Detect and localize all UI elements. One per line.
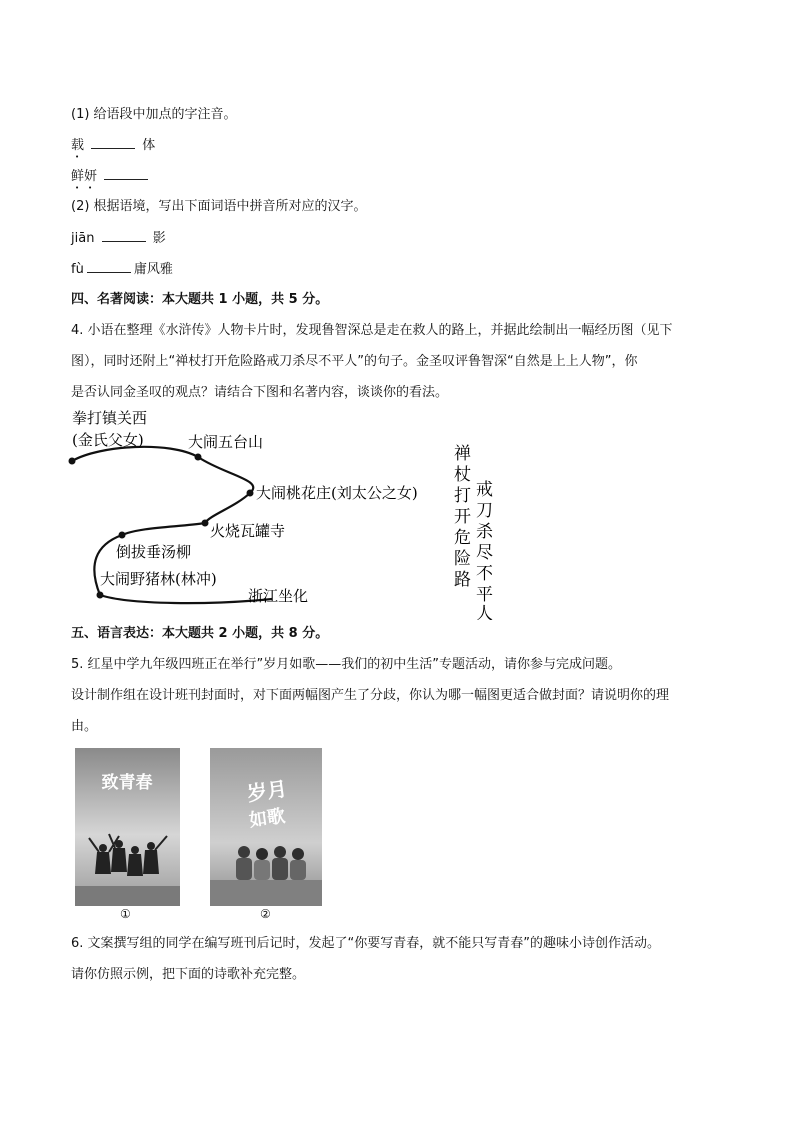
route-point <box>119 532 126 539</box>
couplet-char: 打 <box>454 486 471 506</box>
subquestion-1-item-2 <box>71 167 151 192</box>
question-5-line-3: 由。 <box>71 719 98 734</box>
couplet-char: 人 <box>476 604 493 620</box>
item-1-dotted-char: 载 <box>71 138 85 153</box>
lu-zhishen-route-diagram <box>60 405 510 620</box>
couplet-left <box>454 444 471 590</box>
question-4-line-1: 4. 小语在整理《水浒传》人物卡片时，发现鲁智深总是走在救人的路上，并据此绘制出一幅经历图（见下 <box>71 323 673 338</box>
subquestion-2-item-2 <box>71 260 173 279</box>
question-6-line-1: 6. 文案撰写组的同学在编写班刊后记时，发起了“你要写青春，就不能只写青春”的趣味小诗创作活动。 <box>71 936 661 951</box>
stop-label: (金氏父女) <box>72 431 144 449</box>
couplet-char: 平 <box>476 585 493 605</box>
cover-1-title: 致青春 <box>101 773 153 793</box>
route-point <box>195 454 202 461</box>
couplet-char: 危 <box>454 528 471 548</box>
cover-2-caption: ② <box>260 907 271 921</box>
cover-1-caption: ① <box>120 907 131 921</box>
item-1-suffix: 体 <box>142 138 156 153</box>
couplet-char: 不 <box>476 564 493 584</box>
subquestion-1-item-1 <box>71 136 155 161</box>
section-4-title: 四、名著阅读：本大题共 1 小题，共 5 分。 <box>71 292 329 307</box>
stop-label: 大闹五台山 <box>188 433 264 451</box>
cover-2-title-b: 如歌 <box>247 805 287 832</box>
couplet-char: 刀 <box>476 501 493 521</box>
subquestion-1-prompt: (1) 给语段中加点的字注音。 <box>71 107 237 122</box>
cover-2-title-a: 岁月 <box>245 776 289 806</box>
cover-image-2[interactable] <box>210 748 322 906</box>
couplet-char: 禅 <box>454 444 471 464</box>
section-5-title: 五、语言表达：本大题共 2 小题，共 8 分。 <box>71 626 329 641</box>
route-point <box>69 458 76 465</box>
subquestion-2-prompt: (2) 根据语境，写出下面词语中拼音所对应的汉字。 <box>71 199 367 214</box>
question-6-line-2: 请你仿照示例，把下面的诗歌补充完整。 <box>71 967 306 982</box>
route-point <box>247 490 254 497</box>
stop-label: 倒拔垂汤柳 <box>116 543 192 561</box>
pinyin-jian: jiān <box>71 231 95 246</box>
stop-label: 拳打镇关西 <box>72 409 148 427</box>
stop-label: 火烧瓦罐寺 <box>210 522 286 540</box>
item-2-dotted-word: 鲜妍 <box>71 169 98 184</box>
couplet-right <box>476 480 493 620</box>
couplet-char: 杀 <box>476 522 493 542</box>
stop-label: 浙江坐化 <box>248 587 309 605</box>
subquestion-2-item-1 <box>71 229 166 248</box>
item-1-suffix: 影 <box>152 231 166 246</box>
route-point <box>202 520 209 527</box>
item-2-suffix: 庸风雅 <box>133 262 173 277</box>
couplet-char: 戒 <box>476 480 493 500</box>
pinyin-fu: fù <box>71 262 84 277</box>
couplet-char: 路 <box>454 570 471 590</box>
stop-label: 大闹野猪林(林冲) <box>100 570 217 588</box>
question-4-line-3: 是否认同金圣叹的观点？请结合下图和名著内容，谈谈你的看法。 <box>71 385 449 400</box>
question-5-line-1: 5. 红星中学九年级四班正在举行”岁月如歌——我们的初中生活”专题活动，请你参与完成问题。 <box>71 657 622 672</box>
answer-blank[interactable] <box>102 229 146 242</box>
stop-label: 大闹桃花庄(刘太公之女) <box>256 484 418 502</box>
question-4-line-2: 图），同时还附上“禅杖打开危险路戒刀杀尽不平人”的句子。金圣叹评鲁智深“自然是上上人物”，你 <box>71 354 638 369</box>
couplet-char: 开 <box>454 507 471 527</box>
couplet-char: 险 <box>454 549 471 569</box>
answer-blank[interactable] <box>91 136 135 149</box>
cover-image-1[interactable] <box>75 748 180 906</box>
answer-blank[interactable] <box>104 167 148 180</box>
route-point <box>97 592 104 599</box>
answer-blank[interactable] <box>87 260 131 273</box>
couplet-char: 尽 <box>476 543 493 563</box>
couplet-char: 杖 <box>454 465 471 485</box>
question-5-line-2: 设计制作组在设计班刊封面时，对下面两幅图产生了分歧，你认为哪一幅图更适合做封面？请说明你的理 <box>71 688 670 703</box>
